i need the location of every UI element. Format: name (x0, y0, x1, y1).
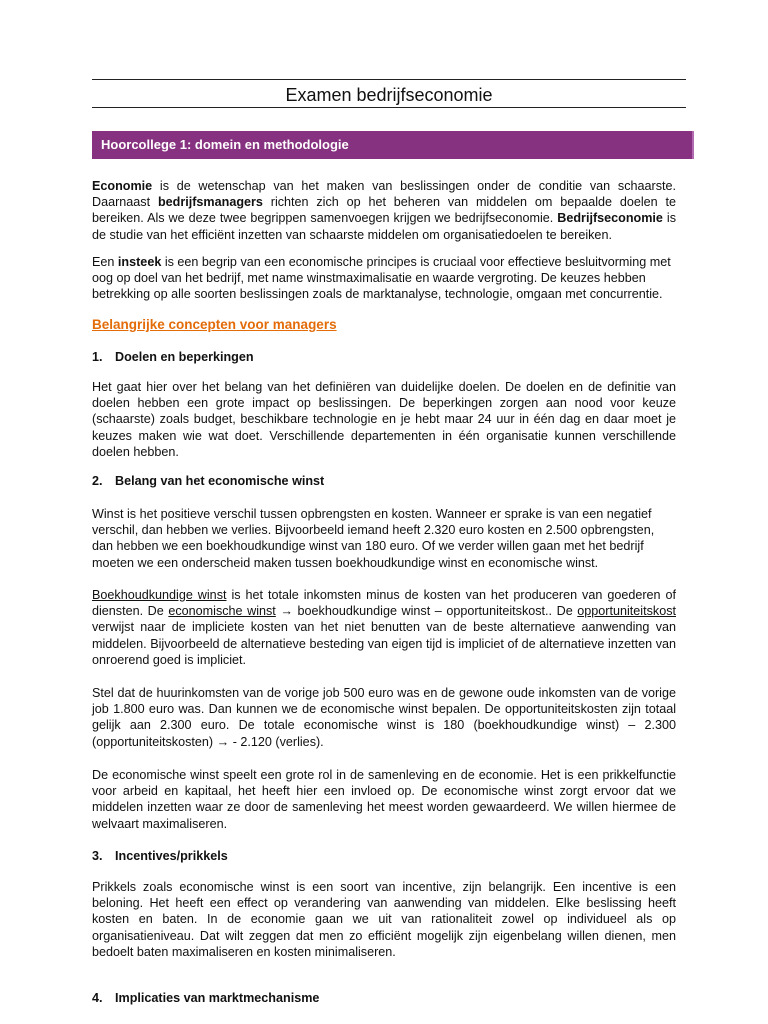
item-3-heading (92, 848, 228, 864)
item-2-paragraph-4: De economische winst speelt een grote rol in de samenleving en de economie. Het is een prikkelfunctie voor arbeid en kapitaal, het heeft hier een invloed op. De economische winst zorgt ervoor dat we middelen inzetten waar ze door de samenleving het meest worden gewaardeerd. We willen hiermee de welvaart maximaliseren. (92, 768, 676, 831)
text-run: is de studie van het efficiënt inzetten van schaarste middelen om organisatiedoelen te bereiken. (92, 211, 676, 242)
term-insteek: insteek (117, 255, 162, 269)
text-run: richten zich op het beheren van middelen om bepaalde doelen te bereiken. Als we deze twee begrippen samenvoegen krijgen we bedrijfseconomie. (92, 195, 676, 226)
item-2-heading (92, 473, 324, 489)
item-number: 2. (92, 474, 103, 488)
item-number: 3. (92, 849, 103, 863)
item-title: Belang van het economische winst (115, 474, 325, 488)
text-run: is de wetenschap van het maken van beslissingen onder de conditie van schaarste. Daarnaast (92, 179, 676, 210)
item-2-paragraph-2 (92, 587, 676, 668)
item-1-paragraph: Het gaat hier over het belang van het definiëren van duidelijke doelen. De doelen en de definitie van doelen hebben een grote impact op beslissingen. De beperkingen zorgen aan nood voor keuze (schaarste) zoals budget, beschikbare technologie en je hebt maar 24 uur in één dag en daar moet je keuzes maken wie wat doet. Verschillende departementen in één organisatie kunnen verschillende doelen hebben. (92, 380, 676, 459)
section-heading-bar (92, 131, 694, 159)
intro-paragraph-2 (92, 254, 676, 303)
term-economie: Economie (92, 179, 153, 193)
term-economische-winst: economische winst (168, 604, 276, 619)
section-heading: Hoorcollege 1: domein en methodologie (101, 137, 349, 152)
item-title: Incentives/prikkels (115, 849, 228, 863)
title-bottom-rule (92, 107, 686, 108)
item-number: 1. (92, 350, 103, 364)
term-bedrijfsmanagers: bedrijfsmanagers (157, 195, 263, 210)
term-boekhoudkundige-winst: Boekhoudkundige winst (92, 588, 227, 602)
item-number: 4. (92, 991, 103, 1005)
text-run: verwijst naar de impliciete kosten van het niet benutten van de beste alternatieve aanwending van middelen. Bijvoorbeeld de alternatieve besteding van eigen tijd is impliciet of de alternatieve inzetten van onroerend goed is impliciet. (92, 620, 676, 667)
item-1-heading (92, 349, 254, 365)
item-title: Implicaties van marktmechanisme (115, 991, 320, 1005)
term-bedrijfseconomie: Bedrijfseconomie (557, 211, 663, 226)
item-title: Doelen en beperkingen (115, 350, 254, 364)
text-run: Een (92, 255, 118, 269)
text-run: → boekhoudkundige winst – opportuniteitskost.. De (275, 604, 578, 619)
concepts-heading: Belangrijke concepten voor managers (92, 317, 337, 332)
item-2-paragraph-3: Stel dat de huurinkomsten van de vorige job 500 euro was en de gewone oude inkomsten van de vorige job 1.800 euro was. Dan kunnen we de economische winst bepalen. De opportuniteitskosten zijn totaal gelijk aan 2.300 euro. De totale economische winst is 180 (boekhoudkundige winst) – 2.300 (opportuniteitskosten) → - 2.120 (verlies). (92, 686, 676, 749)
item-4-heading (92, 990, 319, 1006)
text-run: is het totale inkomsten minus de kosten van het produceren van goederen of diensten. De (92, 588, 677, 619)
item-2-paragraph-1: Winst is het positieve verschil tussen opbrengsten en kosten. Wanneer er sprake is van een negatief verschil, dan hebben we verlies. Bijvoorbeeld iemand heeft 2.320 euro kosten en 2.500 opbrengsten, dan hebben we een boekhoudkundige winst van 180 euro. Of we verder willen gaan met het bedrijf moeten we een onderscheid maken tussen boekhoudkundige winst en economische winst. (92, 507, 655, 570)
item-3-paragraph: Prikkels zoals economische winst is een soort van incentive, zijn belangrijk. Een incentive is een beloning. Het heeft een effect op verandering van aanwending van middelen. Elke beslissing heeft kosten en baten. In de economie gaan we uit van rationaliteit zowel op individueel als op organisatieniveau. Dat wilt zeggen dat men zo efficiënt mogelijk zijn eigenbelang willen dienen, men bedoelt baten maximaliseren en kosten minimaliseren. (92, 880, 676, 959)
title-top-rule (92, 79, 686, 80)
text-run: is een begrip van een economische principes is cruciaal voor effectieve besluitvorming met oog op doel van het bedrijf, met name winstmaximalisatie en waarde vergroting. De keuzes hebben betrekking op alle soorten beslissingen zoals de marktanalyse, technologie, omgaan met concurrentie. (92, 255, 671, 302)
intro-paragraph-1 (92, 178, 676, 243)
term-opportuniteitskost: opportuniteitskost (577, 604, 676, 619)
document-title: Examen bedrijfseconomie (285, 85, 493, 105)
